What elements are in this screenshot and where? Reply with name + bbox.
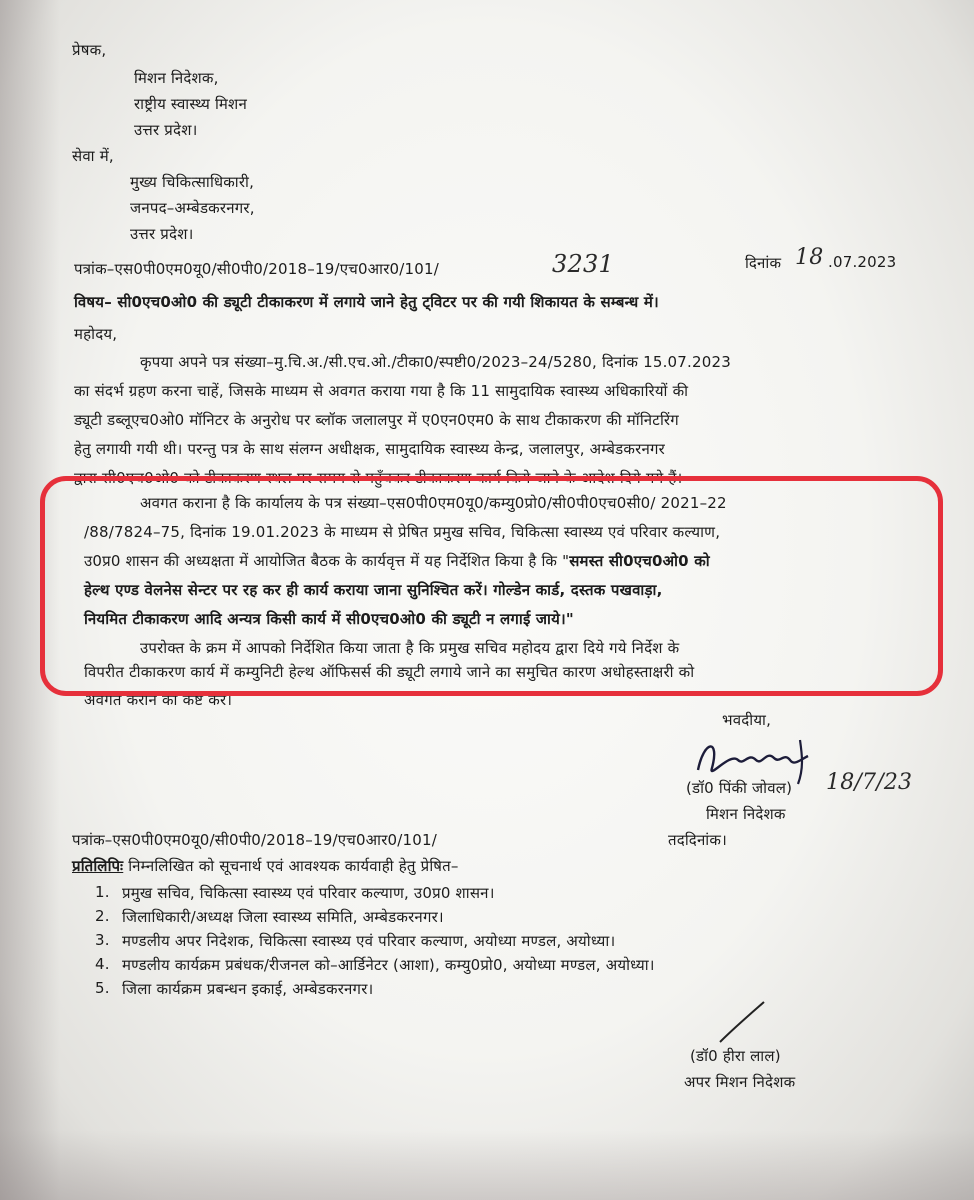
signatory-title: मिशन निदेशक <box>706 805 786 823</box>
signatory-name: (डॉ0 पिंकी जोवल) <box>686 779 793 797</box>
handwritten-reference-number: 3231 <box>552 250 614 278</box>
recipient-label: सेवा में, <box>72 147 114 165</box>
para3-line: विपरीत टीकाकरण कार्य में कम्युनिटी हेल्थ ऑफिसर्स की ड्यूटी लगाये जाने का समुचित कारण अधोहस्ताक्षरी को <box>84 663 695 681</box>
date-rest: .07.2023 <box>828 253 897 271</box>
copy-heading <box>72 856 459 876</box>
handwritten-date-day: 18 <box>795 245 824 270</box>
photo-shadow-bottom <box>0 1130 974 1200</box>
salutation: महोदय, <box>74 325 118 343</box>
reference-number: पत्रांक–एस0पी0एम0यू0/सी0पी0/2018–19/एच0आर0/101/ <box>74 260 440 278</box>
para1-line-partial: द्वारा सी0एच0ओ0 को टीकाकरण स्थल पर समय से पहुँचकर टीकाकरण कार्य किये जाने के आदेश दिये गये हैं। <box>74 469 683 487</box>
recipient-line: जनपद–अम्बेडकरनगर, <box>130 199 255 217</box>
copy-list-item: प्रमुख सचिव, चिकित्सा स्वास्थ्य एवं परिवार कल्याण, उ0प्र0 शासन। <box>122 884 495 902</box>
subject-line: विषय– सी0एच0ओ0 की ड्यूटी टीकाकरण में लगाये जाने हेतु ट्विटर पर की गयी शिकायत के सम्बन्ध में। <box>74 293 659 311</box>
date-label: दिनांक <box>745 254 782 272</box>
second-signatory-name: (डॉ0 हीरा लाल) <box>690 1047 781 1065</box>
copy-list-number: 1. <box>95 883 110 901</box>
para1-line: कृपया अपने पत्र संख्या–मु.चि.अ./सी.एच.ओ./टीका0/स्पष्टी0/2023–24/5280, दिनांक 15.07.2023 <box>140 353 731 371</box>
copy-list-item: जिला कार्यक्रम प्रबन्धन इकाई, अम्बेडकरनगर। <box>122 980 374 998</box>
sender-line: मिशन निदेशक, <box>134 69 219 87</box>
recipient-line: मुख्य चिकित्साधिकारी, <box>130 173 255 191</box>
para2-line: अवगत कराना है कि कार्यालय के पत्र संख्या–एस0पी0एम0यू0/कम्यु0प्रो0/सी0पी0एच0सी0/ 2021–22 <box>140 494 727 512</box>
para2-bold-line: हेल्थ एण्ड वेलनेस सेन्टर पर रह कर ही कार्य कराया जाना सुनिश्चित करें। गोल्डेन कार्ड, दस्तक पखवाड़ा, <box>84 581 663 599</box>
copy-heading-text: निम्नलिखित को सूचनार्थ एवं आवश्यक कार्यवाही हेतु प्रेषित– <box>123 857 459 875</box>
para1-line: ड्यूटी डब्लूएच0ओ0 मॉनिटर के अनुरोध पर ब्लॉक जलालपुर में ए0एन0एम0 के साथ टीकाकरण की मॉनिटरिंग <box>74 411 679 429</box>
second-signatory-title: अपर मिशन निदेशक <box>684 1073 796 1091</box>
copy-heading-label: प्रतिलिपिः <box>72 857 124 875</box>
para1-line: का संदर्भ ग्रहण करना चाहें, जिसके माध्यम से अवगत कराया गया है कि 11 सामुदायिक स्वास्थ्य अधिकारियों की <box>74 382 689 400</box>
copy-list-number: 3. <box>95 931 110 949</box>
copy-list-number: 5. <box>95 979 110 997</box>
copy-reference-number: पत्रांक–एस0पी0एम0यू0/सी0पी0/2018–19/एच0आर0/101/ <box>72 831 438 849</box>
copy-date: तददिनांक। <box>668 831 727 849</box>
copy-list-number: 4. <box>95 955 110 973</box>
para3-line: उपरोक्त के क्रम में आपको निर्देशित किया जाता है कि प्रमुख सचिव महोदय द्वारा दिये गये निर्देश के <box>140 639 680 657</box>
para2-line3-plain: उ0प्र0 शासन की अध्यक्षता में आयोजित बैठक के कार्यवृत्त में यह निर्देशित किया है कि " <box>84 552 570 570</box>
closing-text: भवदीया, <box>722 711 772 729</box>
recipient-line: उत्तर प्रदेश। <box>130 225 194 243</box>
para2-bold-line: नियमित टीकाकरण आदि अन्यत्र किसी कार्य में सी0एच0ओ0 की ड्यूटी न लगाई जाये।" <box>84 610 574 628</box>
highlight-box <box>40 476 943 696</box>
sender-line: राष्ट्रीय स्वास्थ्य मिशन <box>134 95 247 113</box>
handwritten-signing-date: 18/7/23 <box>826 770 913 795</box>
para2-line3-bold: समस्त सी0एच0ओ0 को <box>569 552 710 570</box>
copy-list-item: मण्डलीय कार्यक्रम प्रबंधक/रीजनल को–आर्डिनेटर (आशा), कम्यु0प्रो0, अयोध्या मण्डल, अयोध्या। <box>122 956 655 974</box>
sender-label: प्रेषक, <box>72 41 107 59</box>
para1-line: हेतु लगायी गयी थी। परन्तु पत्र के साथ संलग्न अधीक्षक, सामुदायिक स्वास्थ्य केन्द्र, जलालपुर, अम्बेडकरनगर <box>74 440 665 458</box>
copy-list-item: जिलाधिकारी/अध्यक्ष जिला स्वास्थ्य समिति, अम्बेडकरनगर। <box>122 908 444 926</box>
para2-line: /88/7824–75, दिनांक 19.01.2023 के माध्यम से प्रेषित प्रमुख सचिव, चिकित्सा स्वास्थ्य एवं परिवार कल्याण, <box>84 523 721 541</box>
sender-line: उत्तर प्रदेश। <box>134 121 198 139</box>
copy-list-item: मण्डलीय अपर निदेशक, चिकित्सा स्वास्थ्य एवं परिवार कल्याण, अयोध्या मण्डल, अयोध्या। <box>122 932 616 950</box>
copy-list-number: 2. <box>95 907 110 925</box>
